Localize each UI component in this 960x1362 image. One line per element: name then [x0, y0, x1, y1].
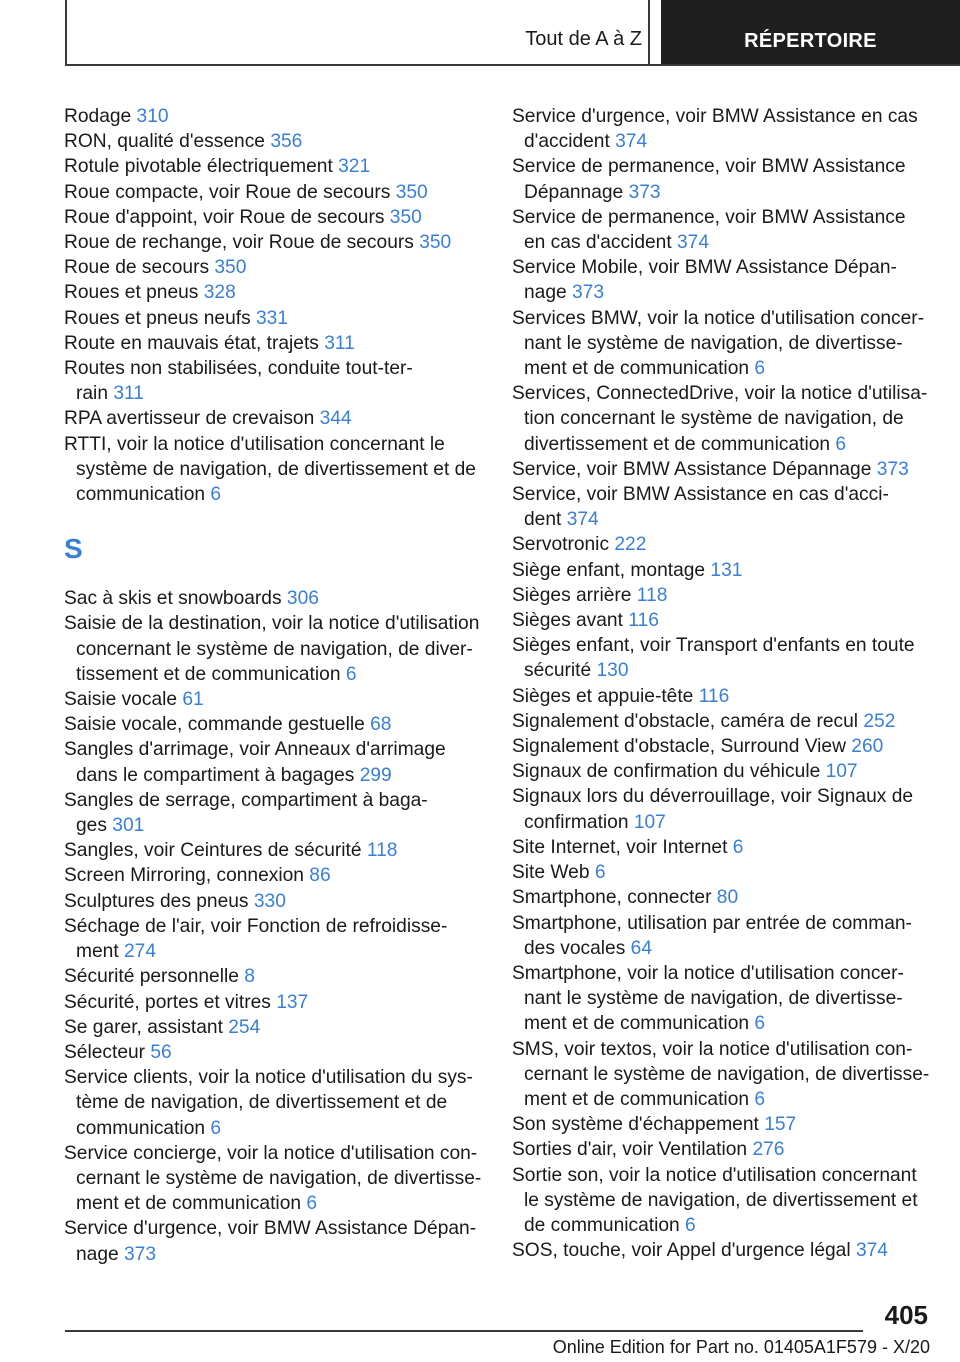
index-entry [512, 709, 932, 734]
page-reference-link[interactable]: 301 [112, 815, 145, 837]
index-entry [64, 1141, 484, 1217]
index-entry [512, 381, 932, 457]
index-entry-text: tissement et de communication [76, 663, 346, 685]
index-entry [64, 230, 484, 255]
index-entry [64, 406, 484, 431]
index-entry [64, 1015, 484, 1040]
index-entry-text: Service de permanence, voir BMW Assistance [512, 156, 906, 178]
page-reference-link[interactable]: 61 [182, 689, 204, 711]
index-entry [512, 1037, 932, 1113]
index-letter-heading: S [64, 533, 83, 565]
index-entry [512, 860, 932, 885]
index-entry-text: SMS, voir textos, voir la notice d'utilisation con- [512, 1038, 913, 1060]
index-entry [512, 1112, 932, 1137]
index-entry-text: tème de navigation, de divertissement et de [76, 1092, 448, 1114]
header-left-rule [65, 0, 67, 66]
page-reference-link[interactable]: 374 [566, 509, 599, 531]
index-entry [64, 205, 484, 230]
page-reference-link[interactable]: 137 [276, 991, 309, 1013]
index-entry [64, 180, 484, 205]
index-entry-text: Séchage de l'air, voir Fonction de refroidisse- [64, 915, 448, 937]
index-entry-text: Service d'urgence, voir BMW Assistance en cas [512, 106, 918, 127]
index-entry [64, 432, 484, 508]
index-column-right [512, 104, 932, 1263]
index-entry [512, 205, 932, 255]
index-entry-text: Services, ConnectedDrive, voir la notice d'utilisa- [512, 383, 928, 405]
index-entry-text: Rotule pivotable électriquement [64, 156, 339, 178]
page-reference-link[interactable]: 350 [395, 181, 428, 203]
index-group-s [64, 586, 484, 1266]
index-entry [64, 863, 484, 888]
page-reference-link[interactable]: 350 [214, 257, 247, 279]
page-reference-link[interactable]: 276 [752, 1139, 785, 1161]
index-entry-text: Saisie vocale, commande gestuelle [64, 714, 371, 736]
index-entry [512, 482, 932, 532]
page-reference-link[interactable]: 299 [359, 764, 392, 786]
index-entry [64, 255, 484, 280]
index-entry-text: Siège enfant, montage [512, 559, 711, 581]
index-entry-text: Dépannage [524, 181, 629, 203]
header-separator [648, 0, 650, 66]
page-reference-link[interactable]: 321 [338, 156, 371, 178]
index-entry-text: ment et de communication [524, 358, 755, 380]
index-entry-text: divertissement et de communication [524, 433, 836, 455]
index-entry-text: Signaux de confirmation du véhicule [512, 761, 826, 783]
index-entry-text: communication [76, 1117, 211, 1139]
index-entry [64, 838, 484, 863]
index-entry [64, 356, 484, 406]
index-entry [64, 889, 484, 914]
index-column-left [64, 104, 484, 1267]
index-entry-text: Roues et pneus neufs [64, 307, 257, 329]
page-reference-link[interactable]: 373 [876, 458, 909, 480]
index-entry [64, 737, 484, 787]
index-entry-text: Sortie son, voir la notice d'utilisation concernant [512, 1164, 917, 1186]
header-tab-repertoire [661, 0, 960, 64]
page-reference-link[interactable]: 356 [270, 131, 303, 153]
index-entry [512, 583, 932, 608]
index-entry-text: de communication [524, 1214, 686, 1236]
page-reference-link[interactable]: 116 [698, 685, 730, 707]
index-entry [512, 306, 932, 382]
footer-edition: Online Edition for Part no. 01405A1F579 - X/20 [552, 1337, 930, 1357]
page-reference-link[interactable]: 6 [754, 1088, 766, 1110]
index-entry-text: Signalement d'obstacle, caméra de recul [512, 710, 864, 732]
index-entry-text: nage [524, 282, 573, 304]
index-entry [64, 712, 484, 737]
index-entry-text: Roue de rechange, voir Roue de secours [64, 232, 420, 254]
index-entry [64, 687, 484, 712]
page-reference-link[interactable]: 116 [628, 610, 659, 632]
index-entry-text: Service clients, voir la notice d'utilisation du sys- [64, 1067, 473, 1089]
index-entry-text: Service de permanence, voir BMW Assistance [512, 206, 906, 228]
index-entry-text: tion concernant le système de navigation, de [524, 408, 904, 430]
index-entry-text: Routes non stabilisées, conduite tout-ter- [64, 358, 413, 380]
footer-rule [65, 1330, 863, 1332]
index-entry [64, 104, 484, 129]
page-reference-link[interactable]: 118 [636, 584, 668, 606]
index-entry-text: Screen Mirroring, connexion [64, 865, 310, 887]
index-entry-text: Son système d'échappement [512, 1114, 765, 1136]
index-entry-text: Smartphone, voir la notice d'utilisation concer- [512, 962, 904, 984]
index-entry [512, 961, 932, 1037]
index-entry [64, 914, 484, 964]
index-entry-text: Sièges arrière [512, 584, 637, 606]
page-reference-link[interactable]: 6 [345, 663, 357, 685]
index-entry-text: RON, qualité d'essence [64, 131, 271, 153]
index-entry-text: Site Web [512, 862, 595, 884]
index-entry-text: cernant le système de navigation, de divertisse- [524, 1063, 930, 1085]
page-reference-link[interactable]: 252 [863, 710, 896, 732]
index-entry-text: RPA avertisseur de crevaison [64, 408, 320, 430]
page-reference-link[interactable]: 374 [677, 232, 710, 254]
index-entry-text: Service concierge, voir la notice d'utilisation con- [64, 1142, 478, 1164]
index-entry-text: système de navigation, de divertissement et de [76, 458, 476, 480]
page-reference-link[interactable]: 107 [633, 811, 666, 833]
index-entry-text: Sécurité, portes et vitres [64, 991, 277, 1013]
index-entry-text: en cas d'accident [524, 232, 677, 254]
index-entry [512, 154, 932, 204]
index-entry-text: Saisie vocale [64, 689, 183, 711]
page-reference-link[interactable]: 260 [851, 736, 884, 758]
index-entry [64, 990, 484, 1015]
index-entry [64, 280, 484, 305]
index-entry-text: dans le compartiment à bagages [76, 764, 360, 786]
page-reference-link[interactable]: 6 [732, 836, 744, 858]
index-entry [64, 331, 484, 356]
page-reference-link[interactable]: 8 [244, 966, 255, 988]
index-entry-text: Sangles, voir Ceintures de sécurité [64, 840, 367, 862]
index-entry [64, 1065, 484, 1141]
page-reference-link[interactable]: 6 [754, 358, 766, 380]
index-entry-text: Route en mauvais état, trajets [64, 332, 325, 354]
page-reference-link[interactable]: 6 [210, 484, 222, 506]
page-reference-link[interactable]: 274 [124, 941, 157, 963]
page-reference-link[interactable]: 64 [630, 937, 652, 959]
index-entry-text: ges [76, 815, 113, 837]
page-reference-link[interactable]: 86 [309, 865, 331, 887]
index-entry-text: Saisie de la destination, voir la notice d'utilisation [64, 613, 480, 635]
page-reference-link[interactable]: 350 [389, 206, 422, 228]
page-reference-link[interactable]: 328 [203, 282, 236, 304]
index-entry-text: cernant le système de navigation, de divertisse- [76, 1167, 482, 1189]
index-entry-text: Roue d'appoint, voir Roue de secours [64, 206, 390, 228]
index-entry [64, 788, 484, 838]
index-entry-text: nant le système de navigation, de divertisse- [524, 332, 903, 354]
index-entry-text: concernant le système de navigation, de diver- [76, 638, 473, 660]
page-reference-link[interactable]: 6 [835, 433, 847, 455]
index-entry [512, 633, 932, 683]
page-reference-link[interactable]: 330 [253, 890, 286, 912]
index-entry-text: ment et de communication [524, 1013, 755, 1035]
index-entry [64, 306, 484, 331]
page-reference-link[interactable]: 56 [150, 1041, 172, 1063]
index-entry-text: Sièges enfant, voir Transport d'enfants en toute [512, 635, 915, 657]
page-reference-link[interactable]: 107 [825, 761, 858, 783]
index-entry [512, 1163, 932, 1239]
index-entry-text: Roue compacte, voir Roue de secours [64, 181, 396, 203]
index-entry [512, 684, 932, 709]
index-entry-text: Sécurité personnelle [64, 966, 245, 988]
page-reference-link[interactable]: 6 [210, 1117, 222, 1139]
page-reference-link[interactable]: 6 [306, 1193, 318, 1215]
index-entry-text: communication [76, 484, 211, 506]
index-entry [64, 154, 484, 179]
index-entry [64, 129, 484, 154]
page-reference-link[interactable]: 310 [136, 106, 169, 127]
index-entry-text: Service d'urgence, voir BMW Assistance Dépan- [64, 1218, 477, 1240]
index-entry [512, 784, 932, 834]
page-reference-link[interactable]: 6 [594, 862, 606, 884]
index-entry [512, 759, 932, 784]
index-entry [512, 255, 932, 305]
index-entry-text: Sélecteur [64, 1041, 151, 1063]
index-entry-text: Smartphone, connecter [512, 887, 717, 909]
page-reference-link[interactable]: 374 [615, 131, 648, 153]
index-entry-text: Signaux lors du déverrouillage, voir Signaux de [512, 786, 914, 808]
index-entry-text: Servotronic [512, 534, 615, 556]
index-entry [512, 608, 932, 633]
index-entry-text: nant le système de navigation, de divertisse- [524, 988, 903, 1010]
page-reference-link[interactable]: 157 [764, 1114, 797, 1136]
page-reference-link[interactable]: 131 [710, 559, 743, 581]
index-entry [512, 911, 932, 961]
index-entry [512, 1137, 932, 1162]
index-entry-text: Sangles de serrage, compartiment à baga- [64, 789, 428, 811]
index-entry-text: ment et de communication [524, 1088, 755, 1110]
index-entry-text: Service, voir BMW Assistance en cas d'acci- [512, 484, 889, 506]
page-reference-link[interactable]: 130 [596, 660, 629, 682]
index-entry-text: Sorties d'air, voir Ventilation [512, 1139, 753, 1161]
index-entry-text: Services BMW, voir la notice d'utilisation concer- [512, 307, 925, 329]
index-entry [512, 734, 932, 759]
header-section-title: Tout de A à Z [525, 28, 642, 50]
index-entry-text: Smartphone, utilisation par entrée de comman- [512, 912, 912, 934]
index-entry-text: rain [76, 383, 114, 405]
index-entry [512, 885, 932, 910]
index-entry-text: dent [524, 509, 567, 531]
page-reference-link[interactable]: 311 [113, 383, 144, 405]
page-reference-link[interactable]: 374 [855, 1240, 888, 1262]
page-reference-link[interactable]: 222 [614, 534, 647, 556]
index-entry-text: Rodage [64, 106, 137, 127]
index-entry [512, 532, 932, 557]
index-entry-text: le système de navigation, de divertissement et [524, 1189, 918, 1211]
index-entry [512, 558, 932, 583]
index-entry-text: RTTI, voir la notice d'utilisation concernant le [64, 433, 445, 455]
index-entry-text: sécurité [524, 660, 597, 682]
index-entry-text: Roue de secours [64, 257, 215, 279]
index-entry-text: Site Internet, voir Internet [512, 836, 733, 858]
index-entry-text: Sangles d'arrimage, voir Anneaux d'arrimage [64, 739, 446, 761]
index-entry [512, 835, 932, 860]
index-entry [64, 964, 484, 989]
page-reference-link[interactable]: 254 [228, 1016, 261, 1038]
page-reference-link[interactable]: 344 [319, 408, 352, 430]
index-entry-text: confirmation [524, 811, 634, 833]
page-reference-link[interactable]: 373 [572, 282, 605, 304]
index-entry-text: d'accident [524, 131, 616, 153]
page-reference-link[interactable]: 118 [366, 840, 398, 862]
index-entry [64, 1040, 484, 1065]
index-entry-text: Se garer, assistant [64, 1016, 229, 1038]
page-reference-link[interactable]: 311 [324, 332, 355, 354]
page-reference-link[interactable]: 6 [685, 1214, 696, 1236]
header-tab-label: RÉPERTOIRE [744, 29, 877, 52]
index-entry-text: Sac à skis et snowboards [64, 588, 287, 610]
page-reference-link[interactable]: 306 [286, 588, 319, 610]
page-number: 405 [884, 1300, 928, 1330]
page-reference-link[interactable]: 6 [754, 1013, 766, 1035]
index-entry [64, 586, 484, 611]
page-reference-link[interactable]: 373 [628, 181, 661, 203]
index-entry-text: Roues et pneus [64, 282, 204, 304]
index-entry-text: ment [76, 941, 124, 963]
index-entry [512, 1238, 932, 1263]
index-entry-text: nage [76, 1243, 125, 1265]
page-reference-link[interactable]: 80 [716, 887, 739, 909]
index-entry-text: ment et de communication [76, 1193, 307, 1215]
index-entry [64, 1216, 484, 1266]
index-entry [64, 611, 484, 687]
index-entry-text: Sculptures des pneus [64, 890, 254, 912]
index-entry-text: Signalement d'obstacle, Surround View [512, 736, 852, 758]
index-group-r [64, 104, 484, 507]
index-entry-text: Service Mobile, voir BMW Assistance Dépan- [512, 257, 897, 279]
header-rule [65, 64, 960, 66]
index-entry [512, 104, 932, 154]
page-reference-link[interactable]: 373 [124, 1243, 157, 1265]
index-entry-text: Sièges et appuie-tête [512, 685, 699, 707]
page-reference-link[interactable]: 68 [370, 714, 392, 736]
index-group-s-continued [512, 104, 932, 1263]
index-entry-text: Sièges avant [512, 610, 629, 632]
page-reference-link[interactable]: 350 [419, 232, 452, 254]
index-entry-text: SOS, touche, voir Appel d'urgence légal [512, 1240, 856, 1262]
index-entry-text: des vocales [524, 937, 631, 959]
index-entry-text: Service, voir BMW Assistance Dépannage [512, 458, 877, 480]
index-entry [512, 457, 932, 482]
page-reference-link[interactable]: 331 [256, 307, 289, 329]
